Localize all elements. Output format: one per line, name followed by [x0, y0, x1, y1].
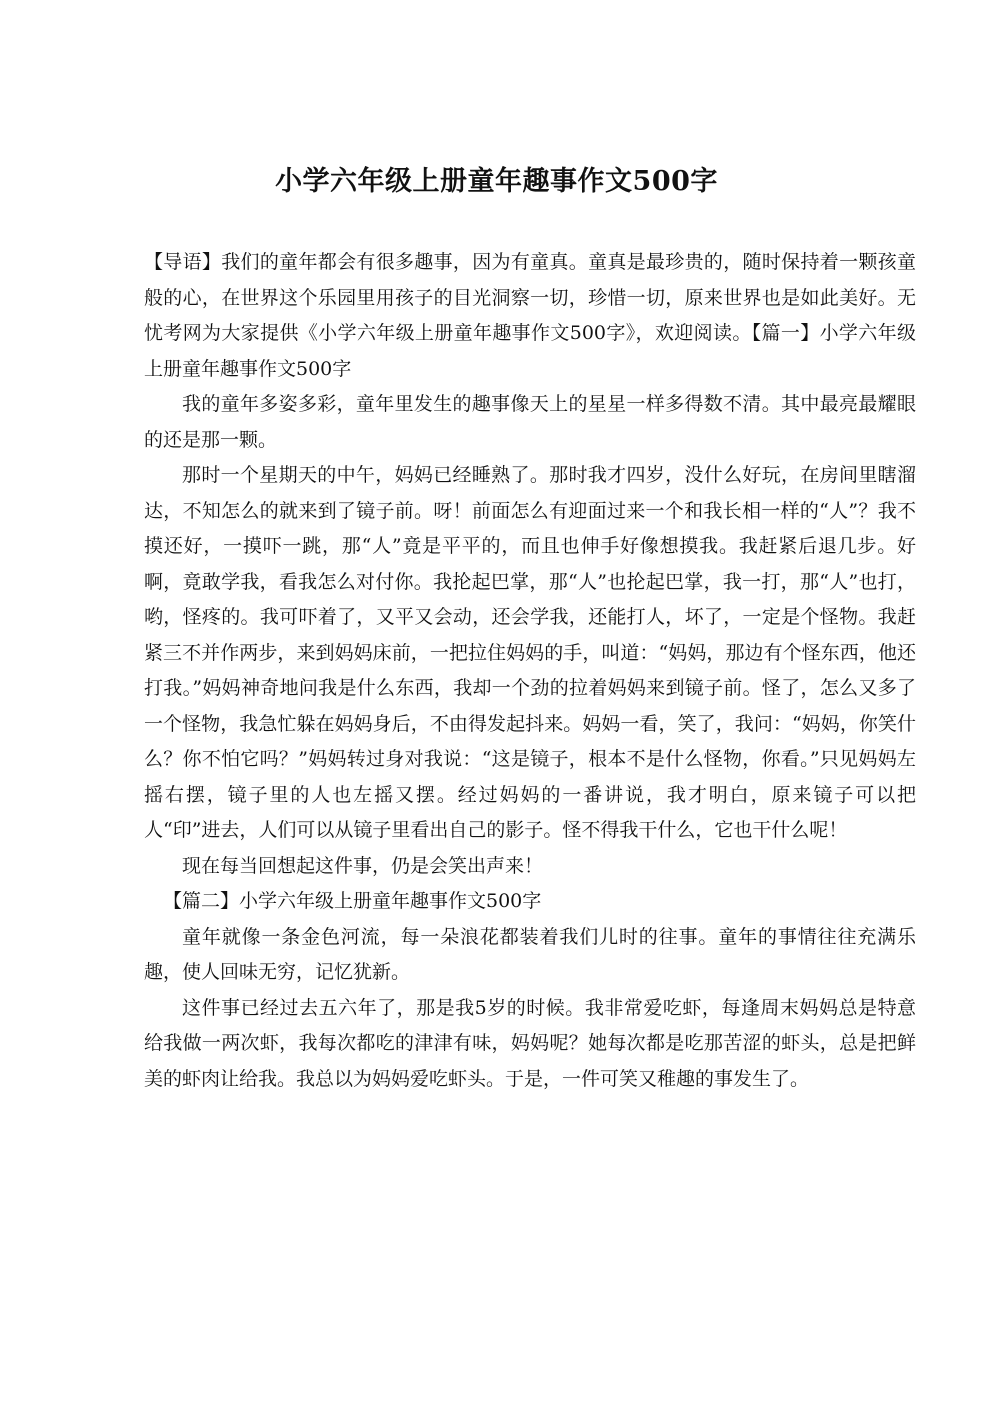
document-body — [144, 245, 916, 1097]
paragraph: 我的童年多姿多彩，童年里发生的趣事像天上的星星一样多得数不清。其中最亮最耀眼的还是那一颗。 — [144, 393, 916, 451]
paragraph-intro: 【导语】我们的童年都会有很多趣事，因为有童真。童真是最珍贵的，随时保持着一颗孩童般的心，在世界这个乐园里用孩子的目光洞察一切，珍惜一切，原来世界也是如此美好。无忧考网为大家提供《小学六年级上册童年趣事作文500字》，欢迎阅读。【篇一】小学六年级上册童年趣事作文500字 — [144, 251, 916, 380]
paragraph: 那时一个星期天的中午，妈妈已经睡熟了。那时我才四岁，没什么好玩，在房间里瞎溜达，不知怎么的就来到了镜子前。呀！前面怎么有迎面过来一个和我长相一样的“人”？我不摸还好，一摸吓一跳，那“人”竟是平平的，而且也伸手好像想摸我。我赶紧后退几步。好啊，竟敢学我，看我怎么对付你。我抡起巴掌，那“人”也抡起巴掌，我一打，那“人”也打，哟，怪疼的。我可吓着了，又平又会动，还会学我，还能打人，坏了，一定是个怪物。我赶紧三不并作两步，来到妈妈床前，一把拉住妈妈的手，叫道：“妈妈，那边有个怪东西，他还打我。”妈妈神奇地问我是什么东西，我却一个劲的拉着妈妈来到镜子前。怪了，怎么又多了一个怪物，我急忙躲在妈妈身后，不由得发起抖来。妈妈一看，笑了，我问：“妈妈，你笑什么？你不怕它吗？”妈妈转过身对我说：“这是镜子，根本不是什么怪物，你看。”只见妈妈左摇右摆，镜子里的人也左摇又摆。经过妈妈的一番讲说，我才明白，原来镜子可以把人“印”进去，人们可以从镜子里看出自己的影子。怪不得我干什么，它也干什么呢！ — [144, 464, 916, 841]
paragraph: 这件事已经过去五六年了，那是我5岁的时候。我非常爱吃虾，每逢周末妈妈总是特意给我做一两次虾，我每次都吃的津津有味，妈妈呢？她每次都是吃那苦涩的虾头，总是把鲜美的虾肉让给我。我总以为妈妈爱吃虾头。于是，一件可笑又稚趣的事发生了。 — [144, 996, 916, 1090]
section-heading: 【篇二】小学六年级上册童年趣事作文500字 — [163, 890, 542, 912]
document-title: 小学六年级上册童年趣事作文500字 — [275, 166, 718, 197]
paragraph: 童年就像一条金色河流，每一朵浪花都装着我们儿时的往事。童年的事情往往充满乐趣，使人回味无穷，记忆犹新。 — [144, 925, 916, 983]
paragraph: 现在每当回想起这件事，仍是会笑出声来！ — [182, 854, 544, 877]
